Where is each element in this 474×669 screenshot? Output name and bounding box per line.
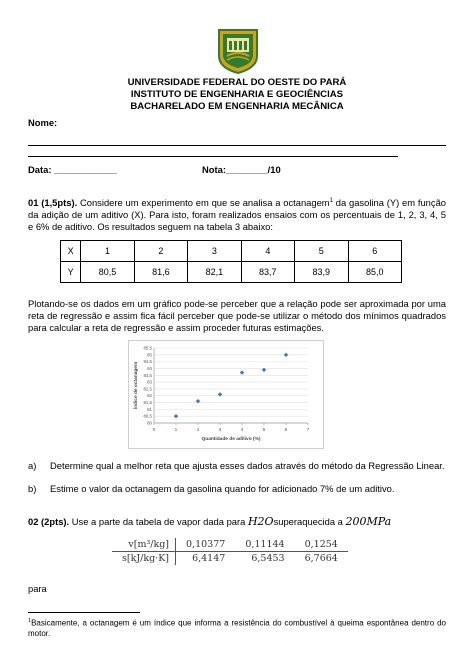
x-tick-label: 3 bbox=[218, 428, 222, 433]
table-row bbox=[112, 552, 348, 566]
name-line-1 bbox=[28, 145, 446, 146]
footnote-text: Basicamente, a octanagem é um índice que informa a resistência do combustível à queima espontânea dentro do motor. bbox=[28, 618, 446, 638]
question-1-number: 01 (1,5pts). bbox=[28, 197, 78, 209]
question-2-text: 02 (2pts). Use a parte da tabela de vapor dada para H2Osuperaquecida a 200MPa bbox=[28, 515, 392, 528]
pressure-value: 200MPa bbox=[345, 515, 392, 528]
steam-table bbox=[112, 538, 348, 565]
x-tick-label: 6 bbox=[284, 428, 288, 433]
question-1-text: 01 (1,5pts). Considere um experimento em que se analisa a octanagem$^1$ da gasolina (Y) em função da adição de um aditivo (X). Para isto, foram realizados ensaios com os percentuais de 1, 2, 3, 4, 5 e 6% de aditivo. Os resultados seguem na tabela 3 abaixo: bbox=[28, 197, 446, 233]
y-tick-label: 81,5 bbox=[143, 400, 152, 406]
table-cell: 6,4147 bbox=[192, 553, 226, 564]
footnote-mark: 1 bbox=[28, 618, 32, 624]
substance-formula: H2O bbox=[247, 515, 274, 528]
x-tick-label: 0 bbox=[152, 428, 156, 433]
table-cell: 3 bbox=[188, 241, 241, 262]
chart-frame bbox=[129, 341, 324, 449]
footnote-reference: 1 bbox=[329, 198, 333, 204]
table-cell: 0,10377 bbox=[176, 538, 236, 552]
steam-table-label-v: v[m³/kg] bbox=[112, 538, 176, 552]
y-tick-label: 84,5 bbox=[143, 359, 152, 365]
results-table bbox=[60, 240, 402, 283]
table-cell: 83,7 bbox=[241, 262, 294, 283]
table-cell: 5 bbox=[295, 241, 348, 262]
table-cell: 80,5 bbox=[81, 262, 134, 283]
x-tick-label: 1 bbox=[174, 428, 178, 433]
y-tick-label: 83,5 bbox=[143, 372, 152, 378]
y-tick-label: 82 bbox=[147, 393, 152, 399]
table-row bbox=[61, 262, 402, 283]
x-tick-label: 7 bbox=[306, 428, 310, 433]
y-tick-label: 85 bbox=[147, 352, 152, 358]
table-cell: 1 bbox=[81, 241, 134, 262]
university-name: UNIVERSIDADE FEDERAL DO OESTE DO PARÁ bbox=[127, 77, 347, 88]
item-b-text: Estime o valor da octanagem da gasolina quando for adicionado 7% de um aditivo. bbox=[50, 483, 395, 494]
date-label: Data: ____________ bbox=[28, 164, 117, 175]
program-name: BACHARELADO EM ENGENHARIA MECÂNICA bbox=[130, 101, 344, 112]
table-cell: 6,7664 bbox=[304, 553, 338, 564]
footnote-separator bbox=[28, 612, 140, 613]
table-cell: 6,5453 bbox=[251, 553, 285, 564]
item-a-letter: a) bbox=[28, 460, 37, 471]
table-cell: 4 bbox=[241, 241, 294, 262]
y-tick-label: 84 bbox=[147, 365, 152, 371]
y-tick-label: 82,5 bbox=[143, 386, 152, 392]
name-label: Nome: bbox=[28, 117, 58, 128]
x-tick-label: 5 bbox=[262, 428, 266, 433]
table-row bbox=[112, 538, 348, 552]
x-tick-label: 4 bbox=[240, 428, 244, 433]
para-word: para bbox=[28, 583, 47, 594]
octane-scatter-chart bbox=[128, 340, 324, 449]
footnote bbox=[28, 616, 446, 639]
y-tick-label: 80 bbox=[147, 420, 152, 426]
table-cell: 0,11144 bbox=[235, 538, 294, 552]
table-row bbox=[61, 241, 402, 262]
item-a-text: Determine qual a melhor reta que ajusta esses dados através do método da Regressão Linear. bbox=[50, 460, 445, 471]
table-cell: 2 bbox=[134, 241, 187, 262]
grade-label: Nota:________/10 bbox=[202, 164, 281, 175]
x-tick-label: 2 bbox=[196, 428, 200, 433]
table-cell: 81,6 bbox=[134, 262, 187, 283]
institute-name: INSTITUTO DE ENGENHARIA E GEOCIÊNCIAS bbox=[130, 89, 344, 100]
table-cell: 0,1254 bbox=[295, 538, 348, 552]
steam-table-label-s: s[kJ/kg·K] bbox=[112, 552, 176, 566]
question-2-number: 02 (2pts). bbox=[28, 516, 70, 527]
university-crest-logo bbox=[217, 28, 259, 74]
x-axis-label: Quantidade de aditivo (%) bbox=[201, 437, 261, 442]
y-tick-label: 80,5 bbox=[143, 413, 152, 419]
table-cell: 85,0 bbox=[348, 262, 402, 283]
y-tick-label: 81 bbox=[147, 406, 152, 412]
table-cell: 6 bbox=[348, 241, 402, 262]
y-axis-label: Índice de octanagem bbox=[134, 361, 139, 410]
table-cell: 83,9 bbox=[295, 262, 348, 283]
plot-description: Plotando-se os dados em um gráfico pode-se perceber que a relação pode ser aproximada por uma reta de regressão e assim fica fácil perceber que pode-se utilizar o método dos mínimos quadrados para calcular a reta de regressão e assim proceder futuras estimações. bbox=[28, 298, 446, 333]
name-line-2 bbox=[28, 156, 398, 157]
table-header-x: X bbox=[61, 241, 81, 262]
y-tick-label: 83 bbox=[147, 379, 152, 385]
item-b-letter: b) bbox=[28, 483, 37, 494]
table-cell: 82,1 bbox=[188, 262, 241, 283]
y-tick-label: 85,5 bbox=[143, 345, 152, 351]
table-header-y: Y bbox=[61, 262, 81, 283]
